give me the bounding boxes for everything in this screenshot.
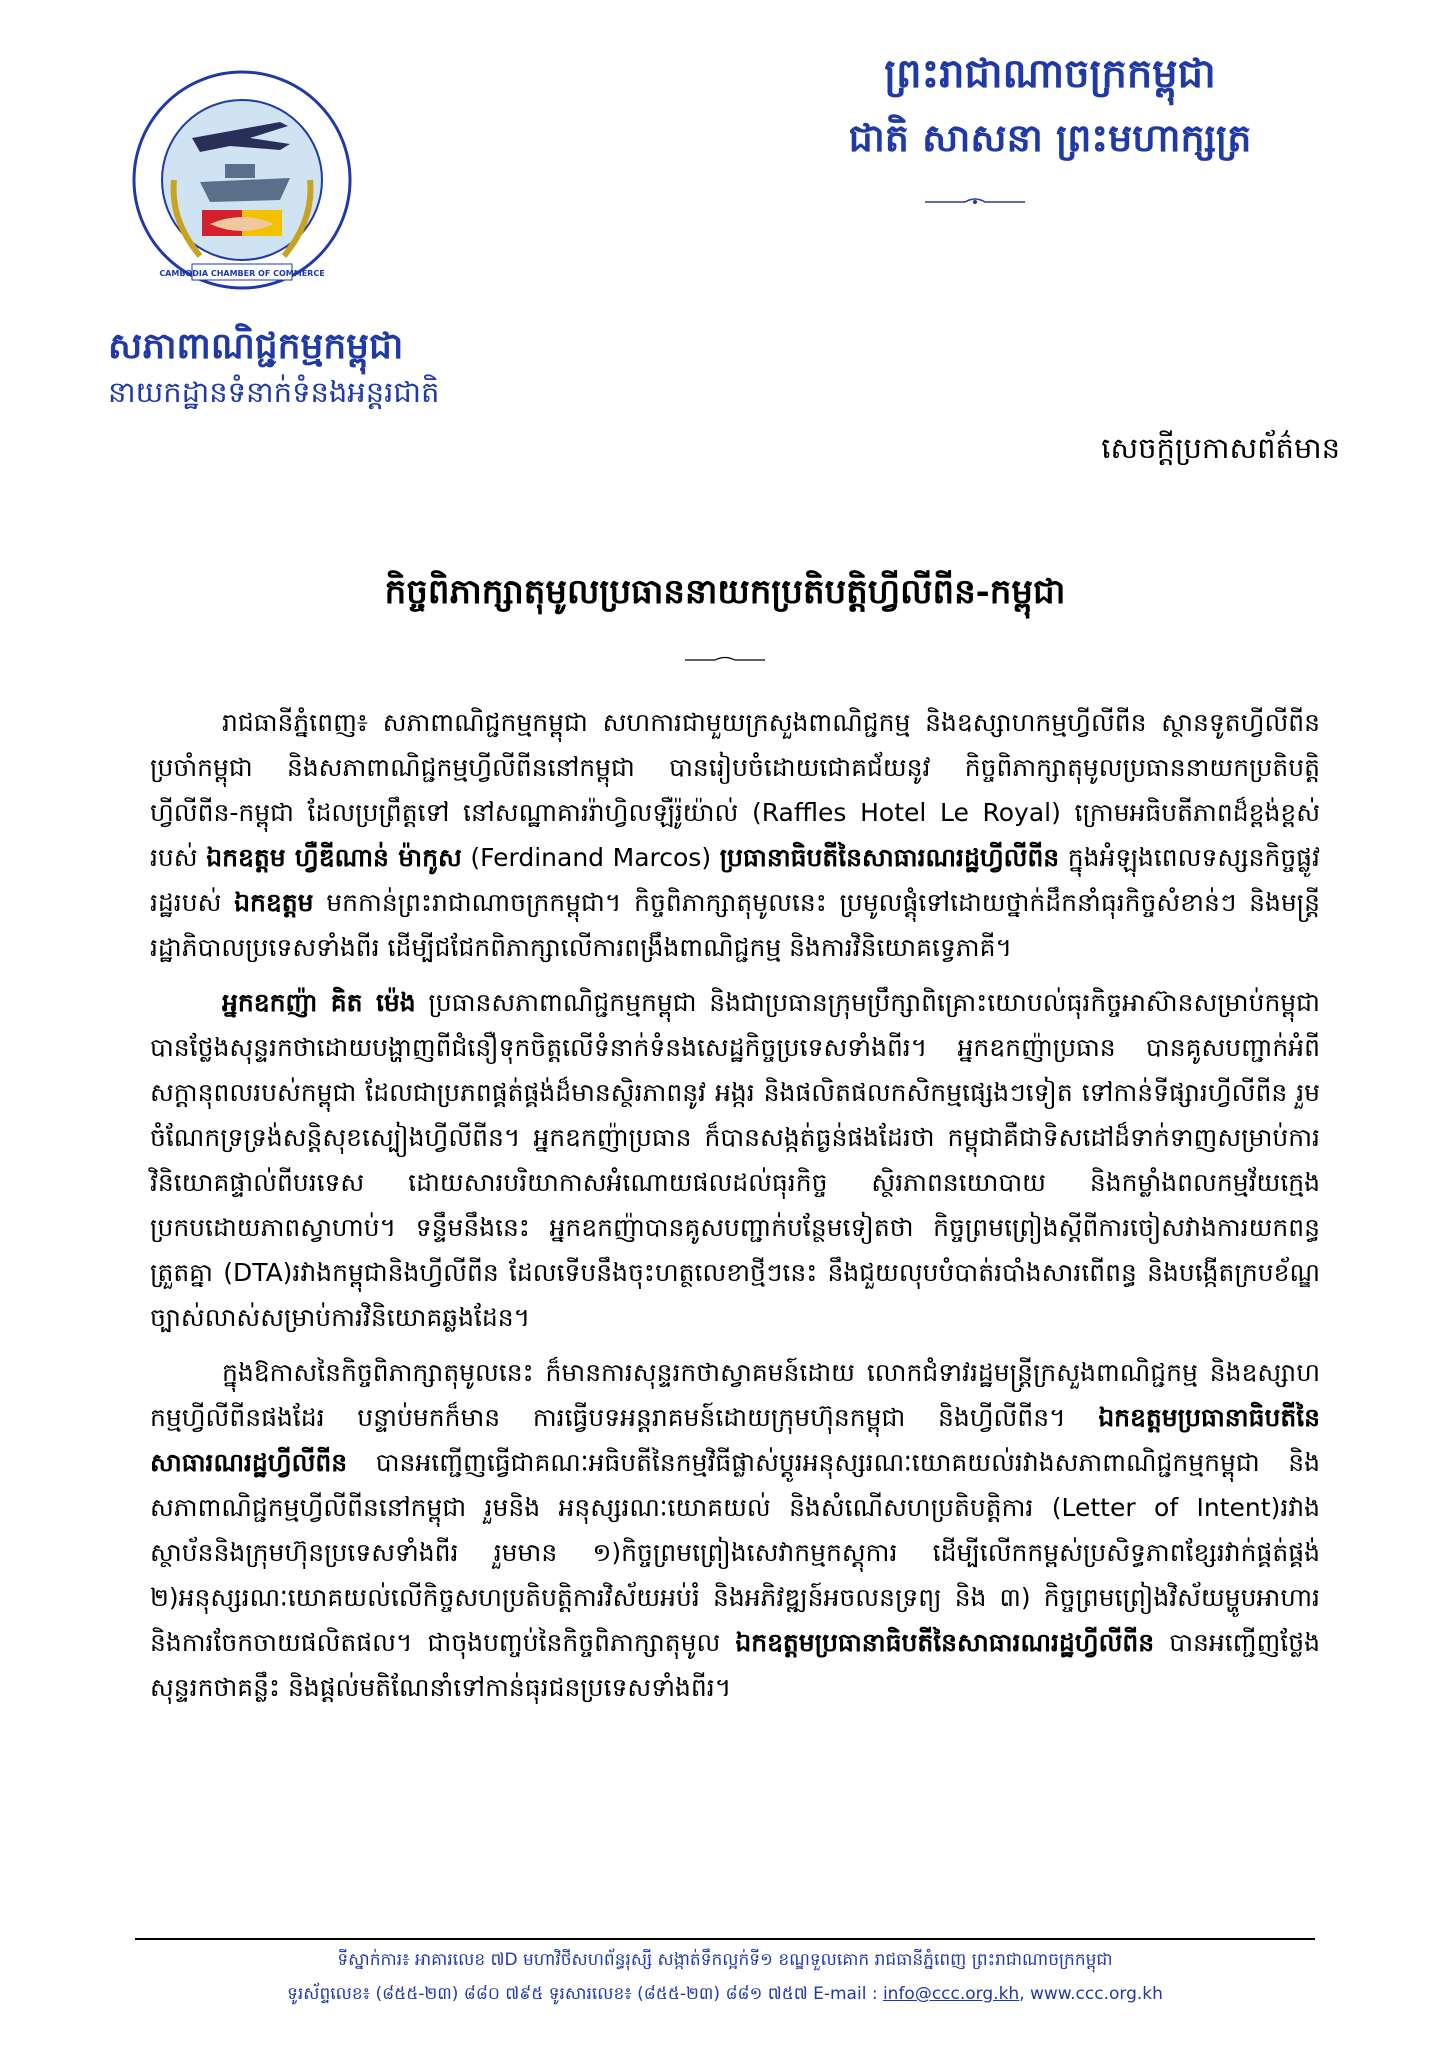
department-name: នាយកដ្ឋានទំនាក់ទំនងអន្តរជាតិ [108,375,440,409]
p1-text-e: មកកាន់ព្រះរាជាណាចក្រកម្ពុជា។ កិច្ចពិភាក្សាតុមូលនេះ ប្រមូលផ្តុំទៅដោយថ្នាក់ដឹកនាំធុរកិច្ចសំខាន់ៗ និងមន្រ្តីរដ្ឋាភិបាលប្រទេសទាំងពីរ ដើម្បីជជែកពិភាក្សាលើការពង្រឹងពាណិជ្ជកម្ម និងការវិនិយោគទ្វេភាគី។ [150,888,1321,962]
footer-address: ទីស្នាក់ការ៖ អាគារលេខ ៧D មហាវិថីសហព័ន្ធរុស្សី សង្កាត់ទឹកល្អក់ទី១ ខណ្ឌទួលគោក រាជធានីភ្នំពេញ ព្រះរាជាណាចក្រកម្ពុជា [337,1950,1113,1970]
p1-text-c: (Ferdinand Marcos) [461,843,720,872]
ornament-divider [925,196,1025,208]
chamber-logo [130,60,355,305]
p3-text-d: បានអញ្ជើញថ្លែងសុន្ទរកថាគន្លឹះ និងផ្តល់មតិណែនាំទៅកាន់ធុរជនប្រទេសទាំងពីរ។ [150,1628,1320,1702]
press-release-label: សេចក្តីប្រកាសព័ត៌មាន [1101,431,1340,465]
footer-separator: , [1019,1984,1030,2004]
p1-bold-president-title: ប្រធានាធិបតីនៃសាធារណរដ្ឋហ្វីលីពីន [719,843,1060,872]
document-title: កិច្ចពិភាក្សាតុមូលប្រធាននាយកប្រតិបត្តិហ្វីលីពីន-កម្ពុជា [384,572,1066,612]
website-link[interactable]: www.ccc.org.kh [1030,1984,1163,2004]
p2-bold-oknha-name: អ្នកឧកញ៉ា គិត ម៉េង [222,988,416,1017]
paragraph-1 [150,700,1320,970]
p1-text-d: ក្នុងអំឡុងពេលទស្សនកិច្ចផ្លូវរដ្ឋរបស់ [150,843,1320,917]
footer-divider [135,1938,1315,1940]
national-motto: ជាតិ សាសនា ព្រះមហាក្សត្រ [848,115,1252,160]
p3-bold-president-1: ឯកឧត្តមប្រធានាធិបតីនៃសាធារណរដ្ឋហ្វីលីពីន [150,1403,1320,1477]
p2-text: ប្រធានសភាពាណិជ្ជកម្មកម្ពុជា និងជាប្រធានក្រុមប្រឹក្សាពិគ្រោះយោបល់ធុរកិច្ចអាស៊ានសម្រាប់កម្ពុជា បានថ្លែងសុន្ទរកថាដោយបង្ហាញពីជំនឿទុកចិត្តលើទំនាក់ទំនងសេដ្ឋកិច្ចប្រទេសទាំងពីរ។ អ្នកឧកញ៉ាប្រធាន បានគូសបញ្ជាក់អំពីសក្តានុពលរបស់កម្ពុជា ដែលជាប្រភពផ្គត់ផ្គង់ដ៏មានស្ថិរភាពនូវ អង្ករ និងផលិតផលកសិកម្មផ្សេងៗទៀត ទៅកាន់ទីផ្សារហ្វីលីពីន រួមចំណែកទ្រទ្រង់សន្តិសុខស្បៀងហ្វីលីពីន។ អ្នកឧកញ៉ាប្រធាន ក៏បានសង្កត់ធ្ងន់ផងដែរថា កម្ពុជាគឺជាទិសដៅដ៏ទាក់ទាញសម្រាប់ការវិនិយោគផ្ទាល់ពីបរទេស ដោយសារបរិយាកាសអំណោយផលដល់ធុរកិច្ច ស្ថិរភាពនយោបាយ និងកម្លាំងពលកម្មវ័យក្មេង ប្រកបដោយភាពស្វាហាប់។ ទន្ទឹមនឹងនេះ អ្នកឧកញ៉ាបានគូសបញ្ជាក់បន្ថែមទៀតថា កិច្ចព្រមព្រៀងស្តីពីការចៀសវាងការយកពន្ធត្រួតគ្នា (DTA)រវាងកម្ពុជានិងហ្វីលីពីន ដែលទើបនឹងចុះហត្ថលេខាថ្មីៗនេះ នឹងជួយលុបបំបាត់របាំងសារពើពន្ធ និងបង្កើតក្របខ័ណ្ឌច្បាស់លាស់សម្រាប់ការវិនិយោគឆ្លងដែន។ [150,988,1320,1332]
kingdom-heading: ព្រះរាជាណាចក្រកម្ពុជា [884,50,1216,97]
p3-text-a: ក្នុងឱកាសនៃកិច្ចពិភាក្សាតុមូលនេះ ក៏មានការសុន្ទរកថាស្វាគមន៍ដោយ លោកជំទាវរដ្ឋមន្រ្តីក្រសួងពាណិជ្ជកម្ម និងឧស្សាហកម្មហ្វីលីពីនផងដែរ បន្ទាប់មកក៏មាន ការធ្វើបទអន្តរាគមន៍ដោយក្រុមហ៊ុនកម្ពុជា និងហ្វីលីពីន។ [150,1358,1320,1432]
footer-phone-fax: ទូរស័ព្ទលេខ៖ (៨៥៥-២៣) ៨៨០ ៧៩៥ ទូរសារលេខ៖ (៨៥៥-២៣) ៨៨១ ៧៥៧ E-mail : [287,1984,883,2004]
email-link[interactable]: info@ccc.org.kh [882,1984,1020,2004]
p1-text-a: រាជធានីភ្នំពេញ៖ សភាពាណិជ្ជកម្មកម្ពុជា សហការជាមួយក្រសួងពាណិជ្ជកម្ម និងឧស្សាហកម្មហ្វីលីពីន ស្ថានទូតហ្វីលីពីនប្រចាំកម្ពុជា និងសភាពាណិជ្ជកម្មហ្វីលីពីននៅកម្ពុជា បានរៀបចំដោយជោគជ័យនូវ កិច្ចពិភាក្សាតុមូលប្រធាននាយកប្រតិបត្តិហ្វីលីពីន-កម្ពុជា ដែលប្រព្រឹត្តទៅ នៅសណ្ឋាគាររ៉ាហ្វិលឡឺរ៉ូយ៉ាល់ (Raffles Hotel Le Royal) ក្រោមអធិបតីភាពដ៏ខ្ពង់ខ្ពស់របស់ [150,708,1320,872]
title-ornament [685,655,765,665]
body-text [150,700,1320,1720]
organization-name: សភាពាណិជ្ជកម្មកម្ពុជា [108,325,404,367]
paragraph-2 [150,980,1320,1340]
svg-text:CAMBODIA CHAMBER OF COMMERCE: CAMBODIA CHAMBER OF COMMERCE [159,269,325,278]
p3-bold-president-2: ឯកឧត្តមប្រធានាធិបតីនៃសាធារណរដ្ឋហ្វីលីពីន [735,1628,1155,1657]
p3-text-c: បានអញ្ជើញធ្វើជាគណៈអធិបតីនៃកម្មវិធីផ្លាស់ប្តូរអនុស្សរណៈយោគយល់រវាងសភាពាណិជ្ជកម្មកម្ពុជា និងសភាពាណិជ្ជកម្មហ្វីលីពីននៅកម្ពុជា រួមនិង អនុស្សរណៈយោគយល់ និងសំណើសហប្រតិបត្តិការ (Letter of Intent)រវាងស្ថាប័ននិងក្រុមហ៊ុនប្រទេសទាំងពីរ រួមមាន ១)កិច្ចព្រមព្រៀងសេវាកម្មកស្តុការ ដើម្បីលើកកម្ពស់ប្រសិទ្ធភាពខ្សែរវាក់ផ្គត់ផ្គង់ ២)អនុស្សរណៈយោគយល់លើកិច្ចសហប្រតិបត្តិការវិស័យអប់រំ និងអភិវឌ្ឍន៍អចលនទ្រព្យ និង ៣) កិច្ចព្រមព្រៀងវិស័យម្ហូបអាហារ និងការចែកចាយផលិតផល។ ជាចុងបញ្ចប់នៃកិច្ចពិភាក្សាតុមូល [150,1448,1320,1657]
paragraph-3 [150,1350,1320,1710]
p1-bold-president-name: ឯកឧត្តម ហ្វឺឌីណាន់ ម៉ាកូស [206,843,462,872]
footer-contact [135,1980,1315,2008]
p1-bold-excellency: ឯកឧត្តម [234,888,314,917]
